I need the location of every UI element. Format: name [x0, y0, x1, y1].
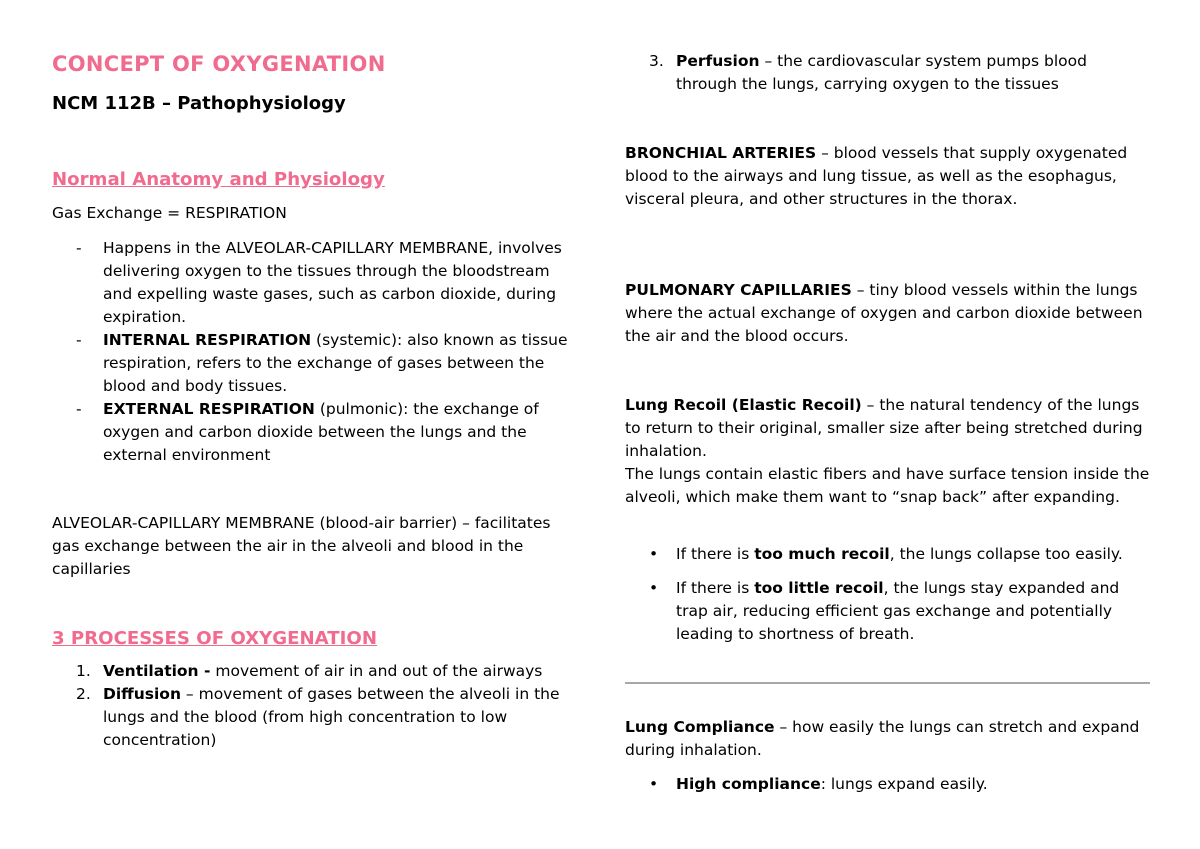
list-marker: 3.	[649, 52, 664, 70]
list-item: • If there is too little recoil, the lungs stay expanded and trap air, reducing efficient gas exchange and potentially leading to shortness of breath.	[649, 579, 1120, 643]
list-marker: -	[76, 400, 82, 418]
acm-definition: ALVEOLAR-CAPILLARY MEMBRANE (blood-air barrier) – facilitates gas exchange between the air in the alveoli and blood in the capillaries	[52, 514, 551, 578]
bronchial-arteries-definition: BRONCHIAL ARTERIES – blood vessels that supply oxygenated blood to the airways and lung tissue, as well as the esophagus, visceral pleura, and other structures in the thorax.	[625, 144, 1128, 208]
bullet-marker: •	[649, 579, 659, 597]
document-title: CONCEPT OF OXYGENATION	[52, 52, 386, 76]
list-item: 2. Diffusion – movement of gases between the alveoli in the lungs and the blood (from high concentration to low concentration)	[76, 685, 560, 749]
list-item: 3. Perfusion – the cardiovascular system pumps blood through the lungs, carrying oxygen to the tissues	[649, 52, 1087, 93]
section-heading-processes: 3 PROCESSES OF OXYGENATION	[52, 628, 377, 649]
bullet-marker: •	[649, 545, 659, 563]
respiration-bullet-list	[52, 237, 582, 467]
list-item: • High compliance: lungs expand easily.	[625, 773, 1150, 796]
section-heading-anatomy: Normal Anatomy and Physiology	[52, 169, 385, 190]
processes-list-continued	[625, 50, 1150, 96]
compliance-bullet-list	[625, 773, 1150, 796]
horizontal-divider	[625, 682, 1150, 684]
lung-recoil-explanation: The lungs contain elastic fibers and have surface tension inside the alveoli, which make them want to “snap back” after expanding.	[625, 465, 1150, 506]
recoil-bullet-list	[625, 543, 1150, 646]
list-marker: 2.	[76, 685, 91, 703]
list-marker: -	[76, 239, 82, 257]
internal-respiration-term: INTERNAL RESPIRATION	[103, 331, 312, 349]
document-subtitle: NCM 112B – Pathophysiology	[52, 93, 346, 114]
list-marker: 1.	[76, 662, 91, 680]
gas-exchange-line: Gas Exchange = RESPIRATION	[52, 204, 287, 222]
lung-recoil-definition: Lung Recoil (Elastic Recoil) – the natural tendency of the lungs to return to their original, smaller size after being stretched during inhalation.	[625, 396, 1143, 460]
list-item: - Happens in the ALVEOLAR-CAPILLARY MEMBRANE, involves delivering oxygen to the tissues through the bloodstream and expelling waste gases, such as carbon dioxide, during expiration.	[76, 239, 562, 326]
bullet-marker: •	[649, 775, 659, 793]
list-marker: -	[76, 331, 82, 349]
lung-compliance-definition: Lung Compliance – how easily the lungs can stretch and expand during inhalation.	[625, 718, 1140, 759]
pulmonary-capillaries-definition: PULMONARY CAPILLARIES – tiny blood vessels within the lungs where the actual exchange of oxygen and carbon dioxide between the air and the blood occurs.	[625, 281, 1143, 345]
diffusion-term: Diffusion	[103, 685, 181, 703]
external-respiration-term: EXTERNAL RESPIRATION	[103, 400, 315, 418]
list-item: - EXTERNAL RESPIRATION (pulmonic): the exchange of oxygen and carbon dioxide between the lungs and the external environment	[76, 400, 539, 464]
processes-list	[52, 660, 582, 752]
ventilation-term: Ventilation -	[103, 662, 211, 680]
list-item: • If there is too much recoil, the lungs collapse too easily.	[625, 543, 1150, 566]
list-item: - INTERNAL RESPIRATION (systemic): also known as tissue respiration, refers to the exchange of gases between the blood and body tissues.	[76, 331, 568, 395]
list-item: 1. Ventilation - movement of air in and out of the airways	[52, 660, 582, 683]
perfusion-term: Perfusion	[676, 52, 760, 70]
